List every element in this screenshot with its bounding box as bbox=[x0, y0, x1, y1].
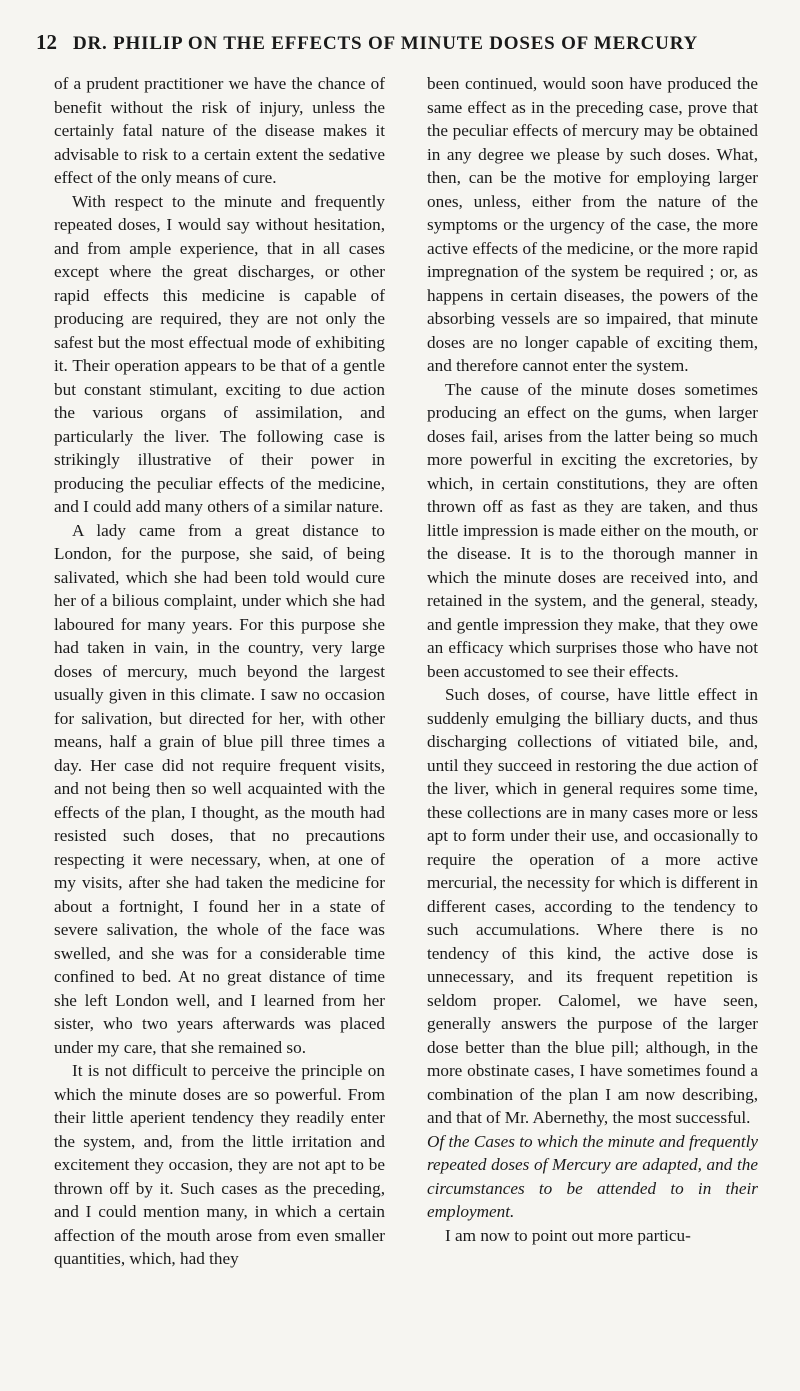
section-heading: Of the Cases to which the minute and frequently repeated doses of Mercury are adapted, and the circumstances to be attended to in their employment. bbox=[427, 1131, 758, 1221]
paragraph: of a prudent practitioner we have the chance of benefit without the risk of injury, unless the certainly fatal nature of the disease makes it advisable to risk to a certain extent the sedative effect of the only means of cure. bbox=[54, 74, 385, 187]
paragraph: With respect to the minute and frequently repeated doses, I would say without hesitation, and from ample experience, that in all cases except where the great discharges, or other rapid effects this medicine is capable of producing are required, they are not only the safest but the most effectual mode of exhibiting it. Their operation appears to be that of a gentle but constant stimulant, exciting to due action the various organs of assimilation, and particularly the liver. The following case is strikingly illustrative of their power in producing the peculiar effects of the medicine, and I could add many others of a similar nature. bbox=[54, 191, 385, 516]
running-head bbox=[36, 30, 776, 60]
paragraph: been continued, would soon have produced the same effect as in the preceding case, prove that the peculiar effects of mercury may be obtained in any degree we please by such doses. What, then, can be the motive for employing larger ones, unless, either from the nature of the symptoms or the urgency of the case, the more active effects of the medicine, or the more rapid impregnation of the system be required ; or, as happens in certain diseases, the powers of the absorbing vessels are so impaired, that minute doses are no longer capable of exciting them, and therefore cannot enter the system. bbox=[427, 74, 758, 375]
paragraph: Such doses, of course, have little effect in suddenly emulging the billiary ducts, and thus discharging collections of vitiated bile, and, until they succeed in restoring the due action of the liver, which in general requires some time, these collections are in many cases more or less apt to form under their use, and occasionally to require the operation of a more active mercurial, the necessity for which is different in different cases, according to the tendency to such accumulations. Where there is no tendency of this kind, the active dose is unnecessary, and its frequent repetition is seldom proper. Calomel, we have seen, generally answers the purpose of the larger dose better than the blue pill; although, in the more obstinate cases, I have sometimes found a combination of the plan I am now describing, and that of Mr. Abernethy, the most successful. bbox=[427, 685, 758, 1127]
paragraph: It is not difficult to perceive the principle on which the minute doses are so powerful. From their little aperient tendency they readily enter the system, and, from the little irritation and excitement they occasion, they are not apt to be thrown off by it. Such cases as the preceding, and I could mention many, in which a certain affection of the mouth arose from even smaller quantities, which, had they bbox=[54, 1061, 385, 1268]
paragraph: A lady came from a great distance to London, for the purpose, she said, of being salivated, which she had been told would cure her of a bilious complaint, under which she had laboured for many years. For this purpose she had taken in vain, in the country, very large doses of mercury, much beyond the largest usually given in this climate. I saw no occasion for salivation, but directed for her, with other means, half a grain of blue pill three times a day. Her case did not require frequent visits, and not being then so well acquainted with the effects of the plan, I thought, as the mouth had resisted such doses, that no precautions respecting it were necessary, when, at one of my visits, after she had taken the medicine for about a fortnight, I found her in a state of severe salivation, the whole of the face was swelled, and she was for a considerable time confined to bed. At no great distance of time she left London well, and I learned from her sister, who two years afterwards was placed under my care, that she remained so. bbox=[54, 520, 385, 1057]
right-column bbox=[427, 72, 758, 1247]
running-title: DR. PHILIP ON THE EFFECTS OF MINUTE DOSES OF MERCURY bbox=[73, 33, 699, 54]
paragraph: I am now to point out more particu- bbox=[445, 1225, 691, 1245]
paragraph: The cause of the minute doses sometimes producing an effect on the gums, when larger doses fail, arises from the latter being so much more powerful in exciting the excretories, by which, in certain constitutions, they are often thrown off as fast as they are taken, and thus little impression is made either on the mouth, or the disease. It is to the thorough manner in which the minute doses are received into, and retained in the system, and the general, steady, and gentle impression they make, that they owe an efficacy which surprises those who have not been accustomed to see their effects. bbox=[427, 379, 758, 681]
page-number: 12 bbox=[36, 30, 57, 54]
left-column bbox=[54, 72, 385, 1271]
